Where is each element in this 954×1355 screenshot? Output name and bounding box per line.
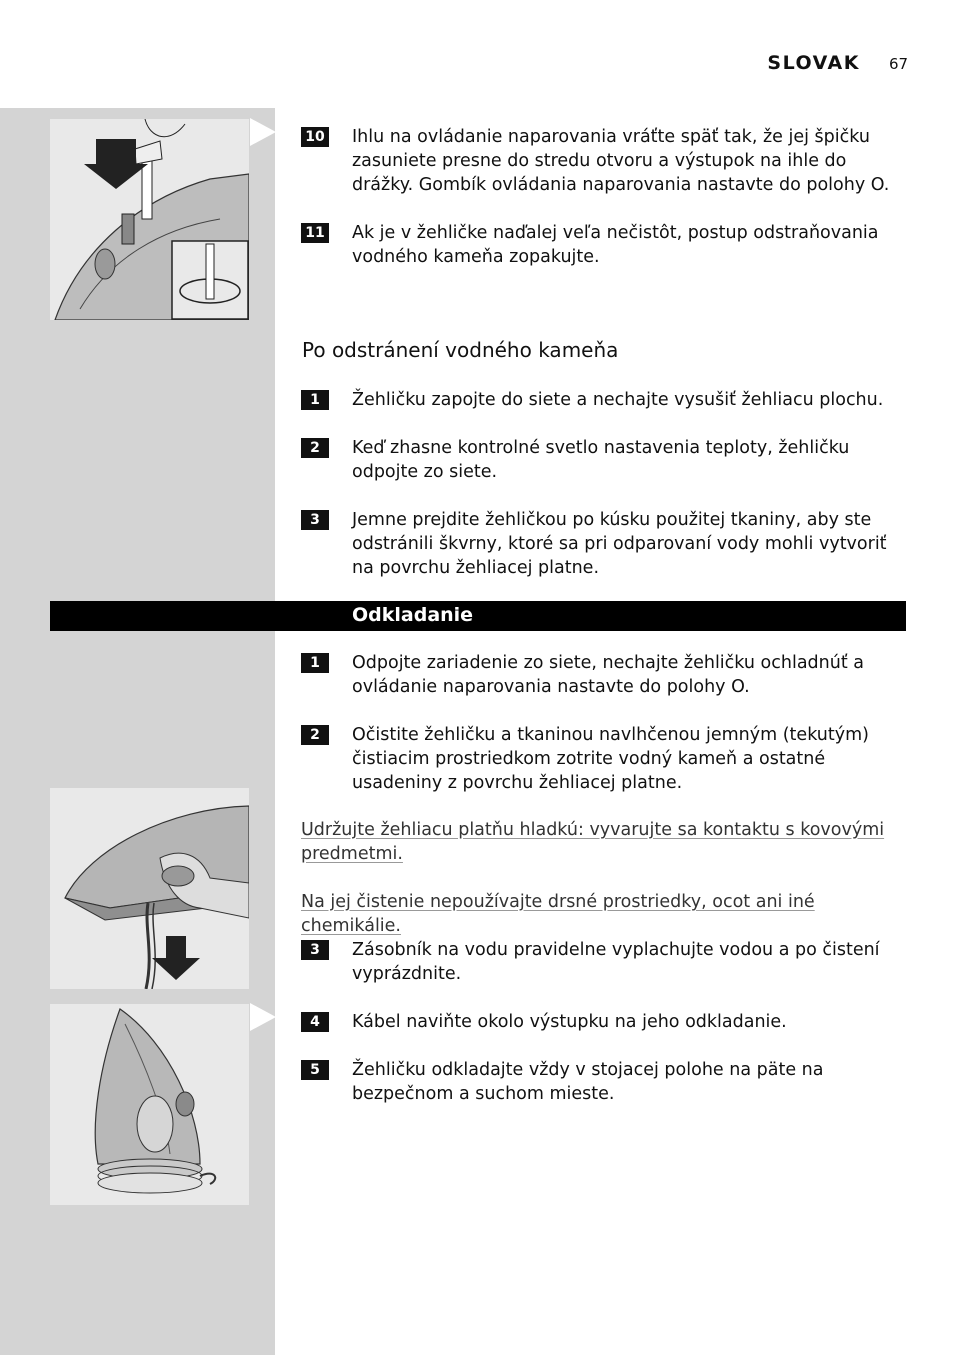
step-1 [301, 388, 901, 412]
step-11 [301, 221, 901, 269]
figure-steam-needle [50, 119, 249, 320]
step-text: Jemne prejdite žehličkou po kúsku použitej tkaniny, aby ste odstránili škvrny, ktoré sa pri odparovaní vody mohli vytvoriť na povrchu žehliacej platne. [352, 510, 887, 578]
page-number: 67 [889, 55, 909, 73]
step-text: Očistite žehličku a tkaninou navlhčenou jemným (tekutým) čistiacim prostriedkom zotrite vodný kameň a ostatné usadeniny z povrchu žehliacej platne. [352, 725, 869, 793]
step-text: Ak je v žehličke naďalej veľa nečistôt, postup odstraňovania vodného kameňa zopakujte. [352, 223, 879, 267]
step-text: Ihlu na ovládanie naparovania vráťte späť tak, že jej špičku zasuniete presne do stredu otvoru a výstupok na ihle do drážky. Gombík ovládania naparovania nastavte do polohy O. [352, 127, 890, 195]
warning-note: Na jej čistenie nepoužívajte drsné prostriedky, ocot ani iné chemikálie. [301, 892, 815, 936]
section-title-storage: Odkladanie [352, 604, 474, 626]
step-text: Keď zhasne kontrolné svetlo nastavenia teploty, žehličku odpojte zo siete. [352, 438, 850, 482]
step-1 [301, 651, 901, 699]
steam-needle-insertion-illustration [50, 119, 249, 320]
step-number: 2 [301, 438, 329, 458]
figure-iron-cleaning [50, 788, 249, 989]
warning-note: Udržujte žehliacu platňu hladkú: vyvarujte sa kontaktu s kovovými predmetmi. [301, 820, 885, 864]
iron-cleaning-unplug-illustration [50, 788, 249, 989]
step-2 [301, 436, 901, 484]
step-number: 3 [301, 510, 329, 530]
section-bar-storage [50, 601, 906, 631]
iron-standing-cord-wound-illustration [50, 1004, 249, 1205]
step-text: Odpojte zariadenie zo siete, nechajte žehličku ochladnúť a ovládanie naparovania nastavte do polohy O. [352, 653, 864, 697]
figure-pointer [250, 118, 276, 146]
step-text: Zásobník na vodu pravidelne vyplachujte vodou a po čistení vyprázdnite. [352, 940, 880, 984]
section-heading-after-descaling: Po odstránení vodného kameňa [302, 338, 619, 362]
step-3 [301, 508, 901, 580]
step-number: 4 [301, 1012, 329, 1032]
step-number: 1 [301, 390, 329, 410]
step-3 [301, 938, 901, 986]
step-number: 10 [301, 127, 329, 147]
step-number: 2 [301, 725, 329, 745]
step-number: 11 [301, 223, 329, 243]
step-4 [301, 1010, 901, 1034]
figure-iron-storage [50, 1004, 249, 1205]
step-number: 5 [301, 1060, 329, 1080]
header-language: SLOVAK [767, 52, 860, 74]
figure-pointer [250, 1003, 276, 1031]
step-number: 1 [301, 653, 329, 673]
step-text: Žehličku odkladajte vždy v stojacej polohe na päte na bezpečnom a suchom mieste. [352, 1060, 824, 1104]
step-number: 3 [301, 940, 329, 960]
step-text: Žehličku zapojte do siete a nechajte vysušiť žehliacu plochu. [352, 390, 884, 410]
step-10 [301, 125, 901, 197]
step-text: Kábel naviňte okolo výstupku na jeho odkladanie. [352, 1012, 787, 1032]
step-2 [301, 723, 901, 795]
step-5 [301, 1058, 901, 1106]
